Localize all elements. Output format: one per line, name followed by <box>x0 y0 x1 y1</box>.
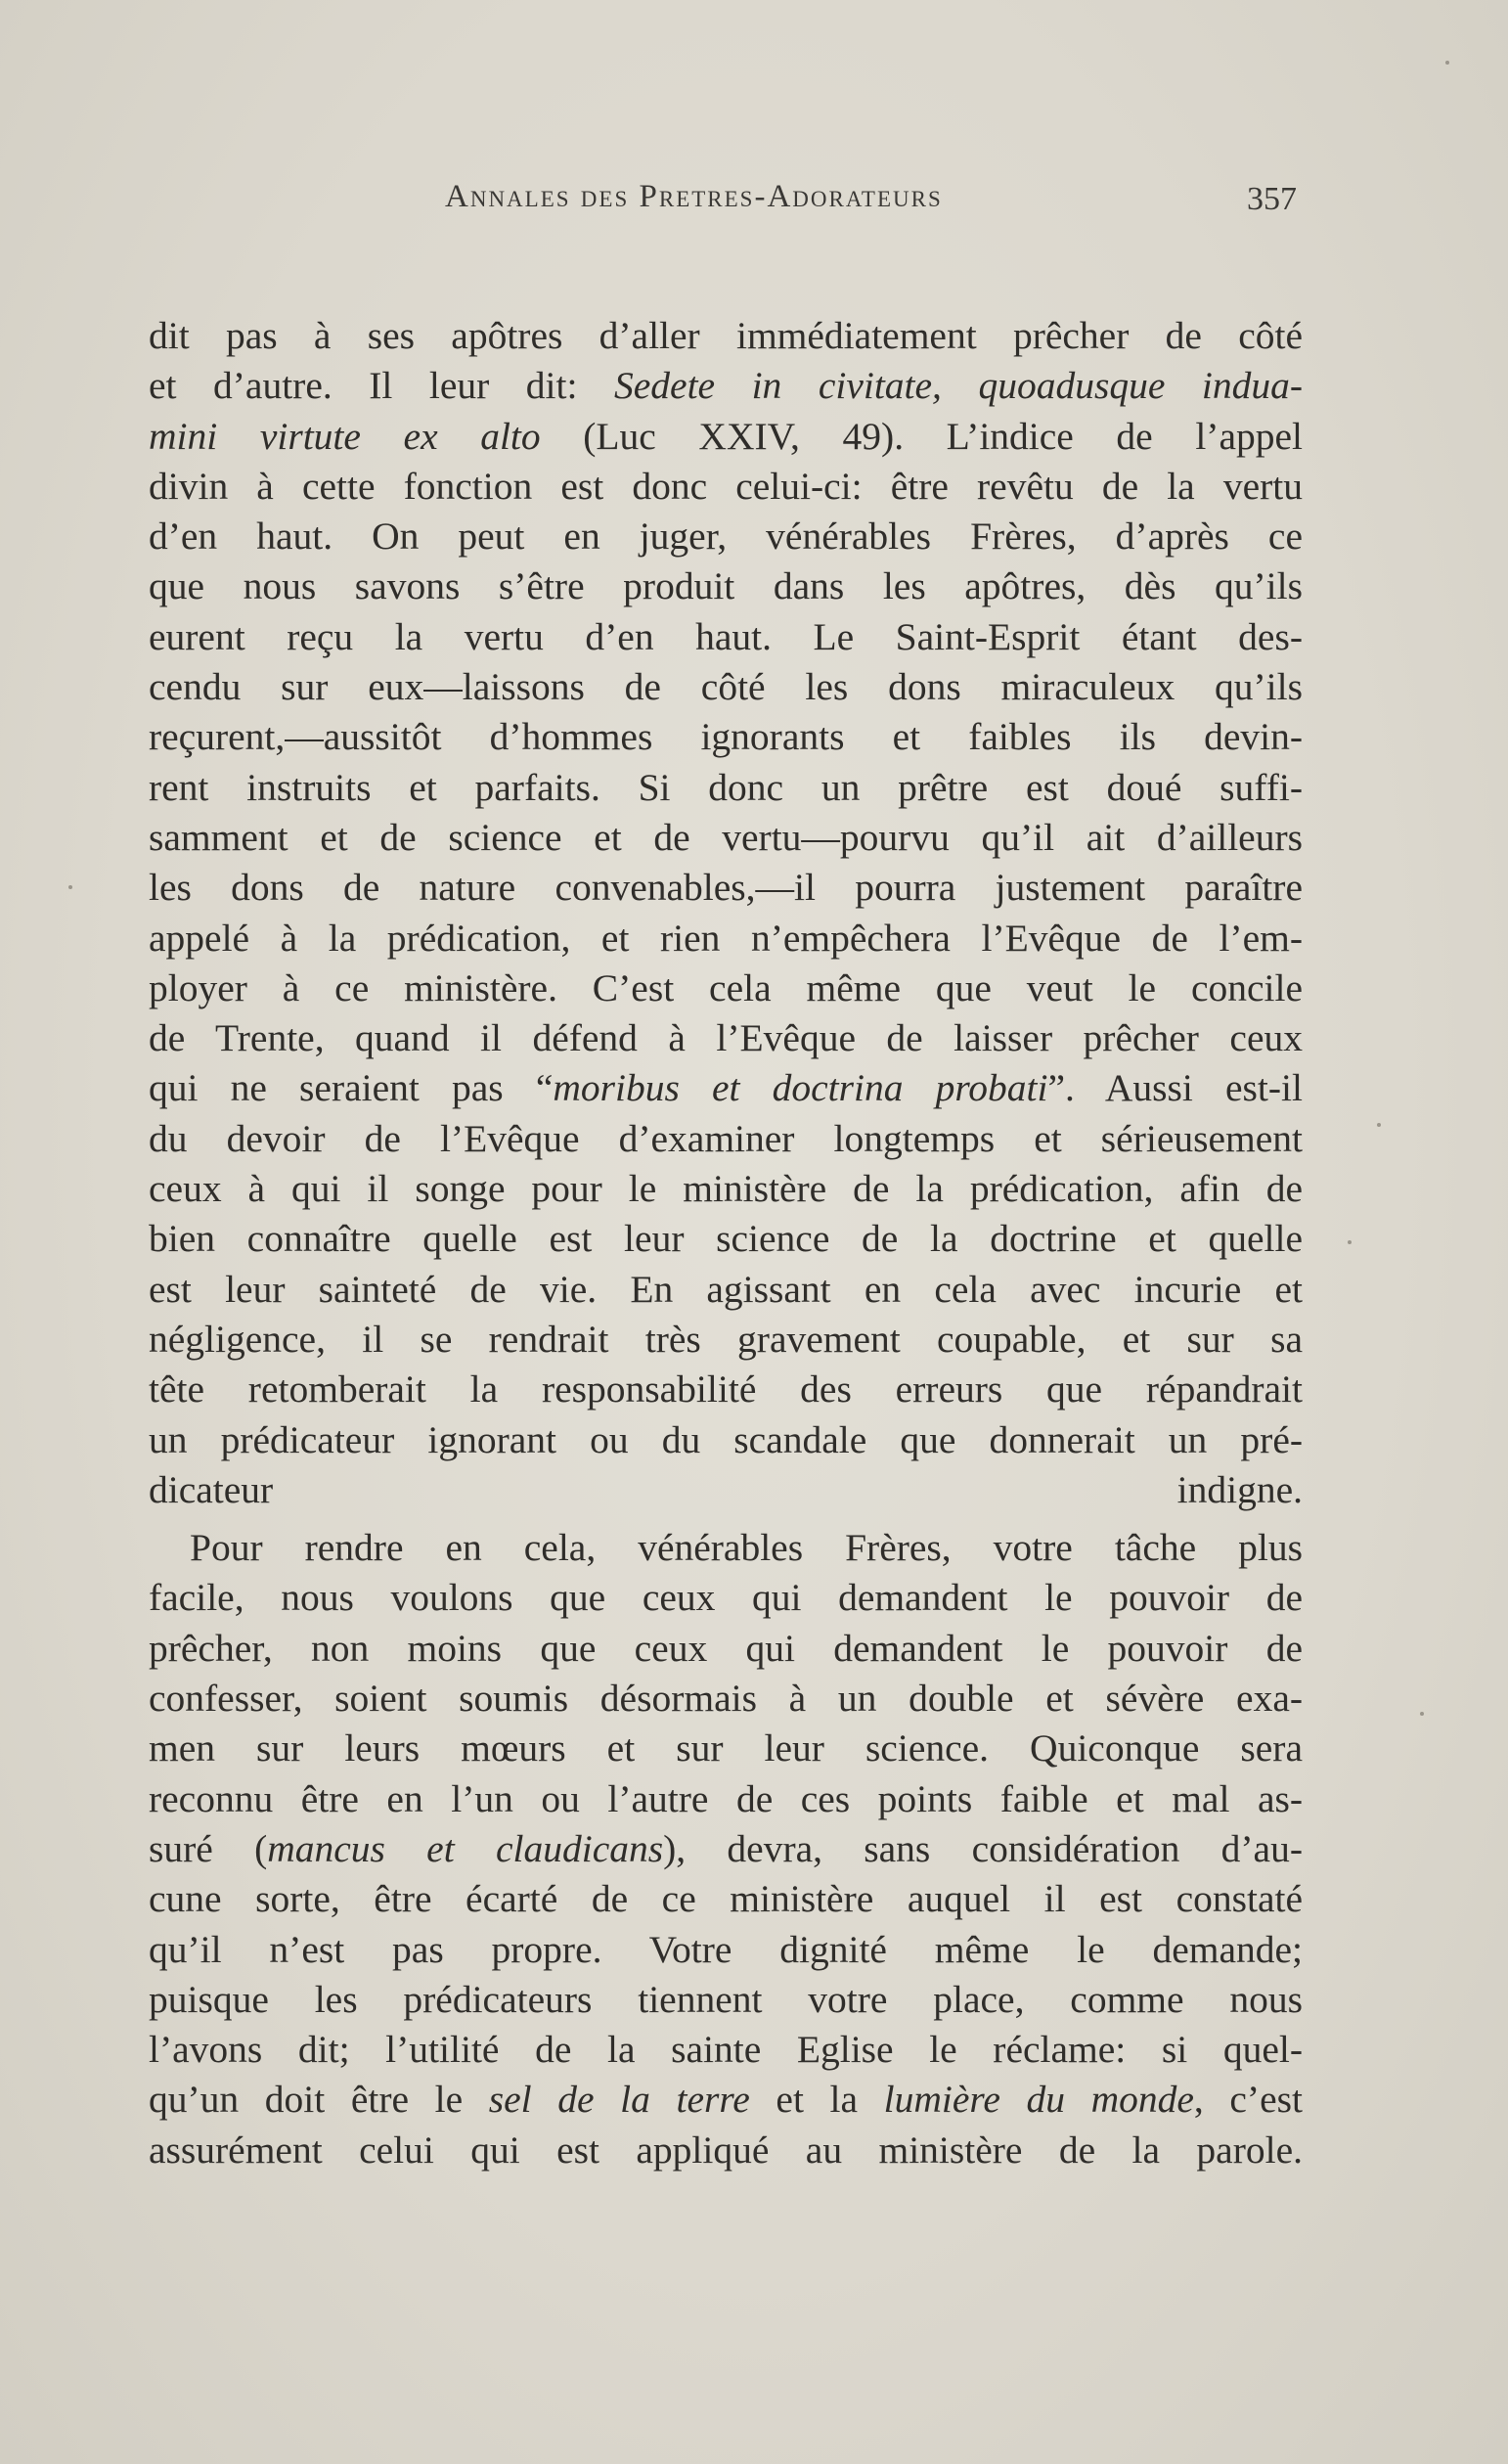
text-line: cune sorte, être écarté de ce ministère auquel il est constaté <box>149 1877 1303 1921</box>
text-line: un prédicateur ignorant ou du scandale que donnerait un pré- <box>149 1417 1303 1461</box>
text-line: suré (mancus et claudicans), devra, sans considération d’au- <box>149 1826 1303 1870</box>
latin-quote: moribus et doctrina probati <box>553 1066 1048 1110</box>
latin-quote: mancus et claudicans <box>267 1826 664 1870</box>
text-line: reçurent,—aussitôt d’hommes ignorants et faibles ils devin- <box>149 715 1303 759</box>
text-line: dit pas à ses apôtres d’aller immédiatement prêcher de côté <box>149 314 1303 357</box>
text-line: rent instruits et parfaits. Si donc un prêtre est doué suffi- <box>149 765 1303 809</box>
text-line: assurément celui qui est appliqué au ministère de la parole. <box>149 2128 1303 2172</box>
paper-speck <box>68 885 72 889</box>
paper-speck <box>1348 1240 1352 1244</box>
paragraph-1 <box>149 311 1303 1515</box>
text-line: facile, nous voulons que ceux qui demandent le pouvoir de <box>149 1576 1303 1620</box>
text-line: cendu sur eux—laissons de côté les dons miraculeux qu’ils <box>149 665 1303 709</box>
text-line: reconnu être en l’un ou l’autre de ces points faible et mal as- <box>149 1776 1303 1820</box>
text-line: puisque les prédicateurs tiennent votre place, comme nous <box>149 1977 1303 2021</box>
text-line: d’en haut. On peut en juger, vénérables Frères, d’après ce <box>149 515 1303 559</box>
page-number: 357 <box>1247 181 1297 217</box>
paper-speck <box>1445 61 1449 65</box>
running-title: Annales des Pretres-Adorateurs <box>445 179 943 214</box>
text-line: samment et de science et de vertu—pourvu qu’il ait d’ailleurs <box>149 815 1303 859</box>
text-line: confesser, soient soumis désormais à un double et sévère exa- <box>149 1677 1303 1721</box>
running-head <box>0 179 1508 228</box>
text-line: de Trente, quand il défend à l’Evêque de laisser prêcher ceux <box>149 1016 1303 1060</box>
italic-phrase: lumière du monde <box>883 2078 1194 2122</box>
text-line: qu’il n’est pas propre. Votre dignité même le demande; <box>149 1927 1303 1971</box>
text-line: qu’un doit être le sel de la terre et la lumière du monde, c’est <box>149 2078 1303 2122</box>
text-line: Pour rendre en cela, vénérables Frères, votre tâche plus <box>190 1526 1303 1570</box>
italic-phrase: sel de la terre <box>488 2078 750 2122</box>
body-text <box>149 311 1303 2175</box>
text-line: est leur sainteté de vie. En agissant en cela avec incurie et <box>149 1267 1303 1311</box>
text-line: men sur leurs mœurs et sur leur science. Quiconque sera <box>149 1726 1303 1770</box>
paper-speck <box>1377 1123 1381 1127</box>
text-line: mini virtute ex alto (Luc XXIV, 49). L’indice de l’appel <box>149 414 1303 458</box>
text-line: bien connaître quelle est leur science de la doctrine et quelle <box>149 1217 1303 1261</box>
text-line: tête retomberait la responsabilité des erreurs que répandrait <box>149 1367 1303 1411</box>
text-line: prêcher, non moins que ceux qui demandent le pouvoir de <box>149 1626 1303 1670</box>
text-line: dicateur indigne. <box>149 1467 1303 1511</box>
paragraph-2 <box>149 1523 1303 2175</box>
text-line: eurent reçu la vertu d’en haut. Le Saint-Esprit étant des- <box>149 614 1303 658</box>
latin-quote: Sedete in civitate, quoadusque indua- <box>614 364 1303 408</box>
text-line: les dons de nature convenables,—il pourra justement paraître <box>149 866 1303 910</box>
latin-quote: mini virtute ex alto <box>149 414 541 458</box>
text-line: que nous savons s’être produit dans les apôtres, dès qu’ils <box>149 564 1303 608</box>
text-line: du devoir de l’Evêque d’examiner longtemps et sérieusement <box>149 1116 1303 1160</box>
text-line: négligence, il se rendrait très gravement coupable, et sur sa <box>149 1317 1303 1361</box>
text-line: divin à cette fonction est donc celui-ci: être revêtu de la vertu <box>149 464 1303 508</box>
text-line: ceux à qui il songe pour le ministère de la prédication, afin de <box>149 1167 1303 1211</box>
text-line: et d’autre. Il leur dit: Sedete in civitate, quoadusque indua- <box>149 364 1303 408</box>
text-line: qui ne seraient pas “moribus et doctrina probati”. Aussi est-il <box>149 1066 1303 1110</box>
text-line: l’avons dit; l’utilité de la sainte Eglise le réclame: si quel- <box>149 2028 1303 2072</box>
text-line: ployer à ce ministère. C’est cela même que veut le concile <box>149 965 1303 1009</box>
paper-speck <box>1420 1712 1424 1716</box>
text-line: appelé à la prédication, et rien n’empêchera l’Evêque de l’em- <box>149 916 1303 960</box>
